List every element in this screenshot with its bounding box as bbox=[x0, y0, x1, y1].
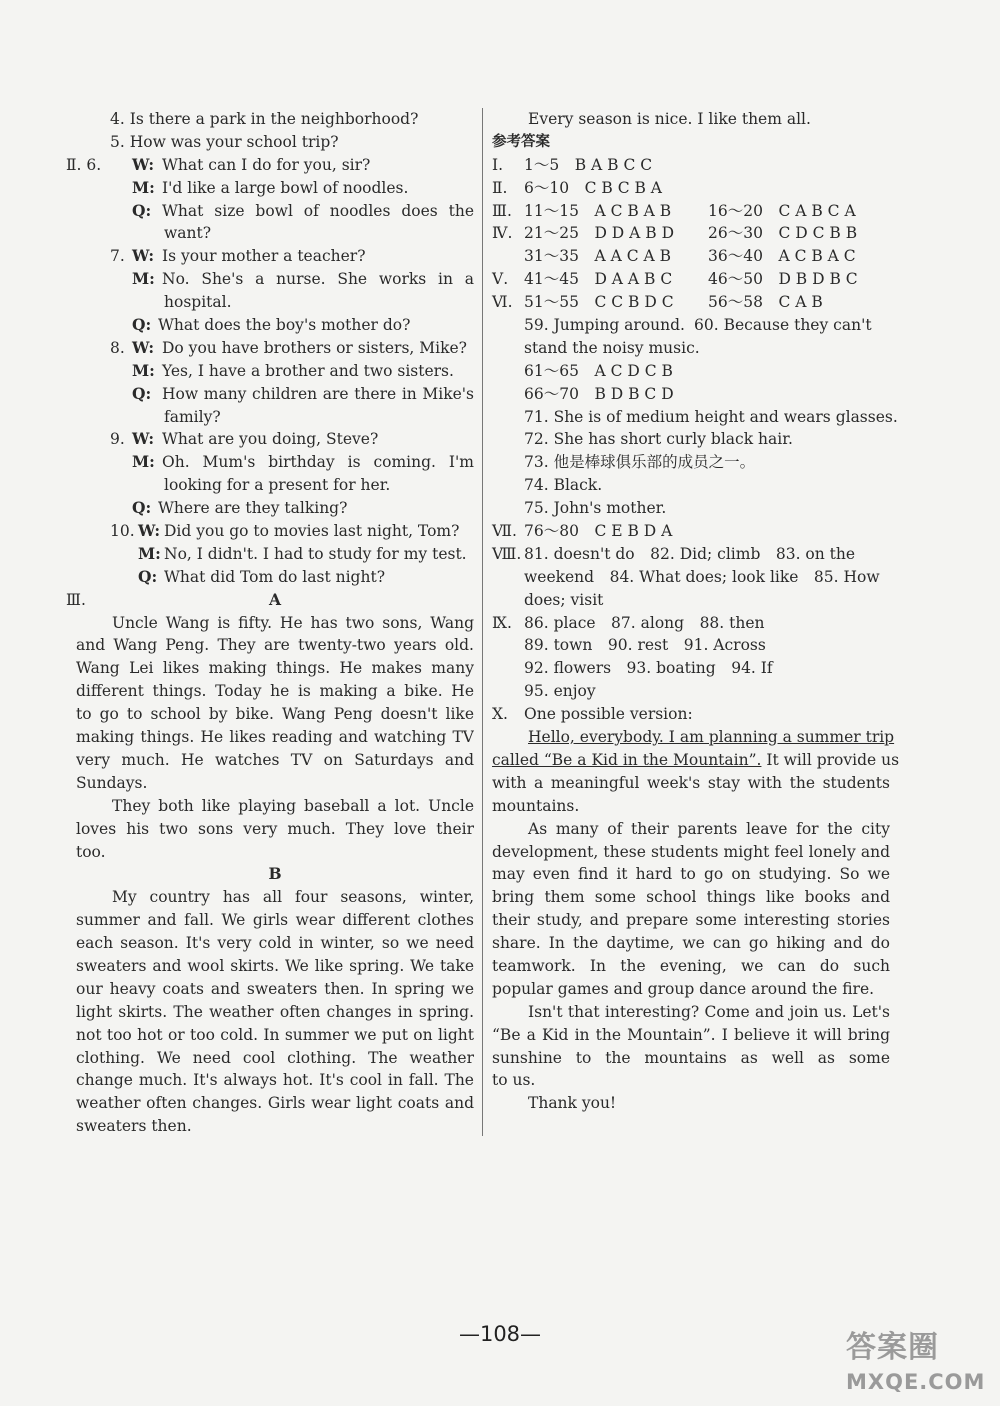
essay-underlined-text: Hello, everybody. I am planning a summer trip bbox=[528, 728, 895, 747]
passage-line: sweaters then. bbox=[76, 1117, 192, 1136]
answer-row: 74. Black. bbox=[524, 476, 603, 495]
answer-text: 60. Because they can't bbox=[694, 316, 872, 335]
section-heading-row bbox=[66, 589, 474, 612]
answer-row: does; visit bbox=[524, 590, 604, 609]
section-label: Ⅸ. bbox=[492, 613, 512, 632]
passage-line: Every season is nice. I like them all. bbox=[528, 110, 811, 128]
answer-row bbox=[492, 291, 890, 314]
dialogue-line: want? bbox=[164, 224, 212, 243]
speaker-label: M: bbox=[132, 452, 155, 472]
passage-line: Wang Lei likes making things. He makes many bbox=[76, 659, 474, 678]
speaker-label: Q: bbox=[132, 200, 152, 220]
passage-line: and Wang Peng. They are twenty-two years old. bbox=[76, 636, 474, 655]
right-column bbox=[492, 108, 900, 1115]
essay-line: Thank you! bbox=[528, 1094, 617, 1113]
answer-text: 11～15 A C B A B bbox=[524, 201, 672, 220]
dialogue-line bbox=[76, 245, 474, 268]
essay-underlined-text: called “Be a Kid in the Mountain”. bbox=[492, 750, 762, 769]
answer-row bbox=[492, 200, 890, 223]
answer-row: 92. flowers 93. boating 94. If bbox=[524, 659, 773, 678]
answer-text: 31～35 A A C A B bbox=[524, 247, 671, 266]
question-number: 8. bbox=[110, 338, 125, 357]
speaker-label: Q: bbox=[132, 498, 152, 518]
dialogue-line bbox=[76, 337, 474, 360]
answer-text: 16～20 C A B C A bbox=[708, 201, 856, 220]
section-label: Ⅹ. bbox=[492, 705, 508, 724]
passage-line: our heavy coats and sweaters then. In spring we bbox=[76, 979, 474, 998]
passage-line: clothing. We need cool clothing. The weather bbox=[76, 1048, 474, 1067]
essay-line: share. In the daytime, we can go hiking and do bbox=[492, 934, 890, 953]
section-label: Ⅲ. bbox=[492, 201, 512, 220]
dialogue-line bbox=[76, 383, 474, 406]
speaker-label: M: bbox=[132, 360, 155, 380]
essay-line: their study, and prepare some interesting stories bbox=[492, 911, 890, 930]
essay-line: mountains. bbox=[492, 796, 580, 815]
answers-heading: 参考答案 bbox=[492, 133, 550, 150]
dialogue-text: I'd like a large bowl of noodles. bbox=[162, 178, 409, 197]
dialogue-line bbox=[76, 360, 474, 383]
dialogue-text: What does the boy's mother do? bbox=[158, 316, 411, 335]
passage-line: light skirts. The weather often changes in spring. bbox=[76, 1002, 474, 1021]
dialogue-line bbox=[76, 428, 474, 451]
answer-row: 71. She is of medium height and wears glasses. bbox=[524, 407, 898, 426]
answer-row: 75. John's mother. bbox=[524, 499, 667, 518]
answer-text: 1～5 B A B C C bbox=[524, 155, 653, 174]
essay-line: teamwork. In the evening, we can do such bbox=[492, 956, 890, 975]
dialogue-line bbox=[66, 154, 474, 177]
passage-line: My country has all four seasons, winter, bbox=[112, 888, 474, 907]
answer-row bbox=[492, 543, 890, 566]
answer-text: 21～25 D D A B D bbox=[524, 224, 675, 243]
dialogue-line bbox=[76, 566, 474, 589]
passage-line: to go to school by bike. Wang Peng doesn't like bbox=[76, 705, 474, 724]
passage-line: too. bbox=[76, 842, 106, 861]
watermark-url: MXQE.COM bbox=[846, 1370, 986, 1394]
passage-line: change much. It's always hot. It's cool in fall. The bbox=[76, 1071, 474, 1090]
essay-line: As many of their parents leave for the city bbox=[528, 819, 890, 838]
answer-text: 36～40 A C B A C bbox=[708, 247, 856, 266]
dialogue-text: What did Tom do last night? bbox=[164, 567, 386, 586]
passage-a bbox=[76, 612, 474, 864]
question-line: 5. How was your school trip? bbox=[110, 132, 339, 151]
section-label: Ⅶ. bbox=[492, 522, 517, 541]
answer-text: 51～55 C C B D C bbox=[524, 293, 674, 312]
passage-line: sweaters and wool skirts. We like spring. We take bbox=[76, 956, 474, 975]
dialogue-text: What are you doing, Steve? bbox=[162, 430, 379, 449]
answer-text: 86. place 87. along 88. then bbox=[524, 613, 765, 632]
dialogue-line: family? bbox=[164, 407, 221, 426]
speaker-label: M: bbox=[138, 543, 161, 563]
speaker-label: Q: bbox=[138, 566, 158, 586]
dialogue-line bbox=[76, 543, 474, 566]
answer-row: 73. 他是棒球俱乐部的成员之一。 bbox=[524, 453, 756, 472]
answer-row bbox=[492, 177, 890, 200]
section-label: Ⅰ. bbox=[492, 155, 504, 174]
answer-text: 76～80 C E B D A bbox=[524, 522, 673, 541]
watermark-logo bbox=[846, 1322, 996, 1402]
section-label: Ⅳ. bbox=[492, 224, 513, 243]
section-label: Ⅲ. bbox=[66, 590, 86, 609]
speaker-label: W: bbox=[138, 521, 161, 541]
page-number: —108— bbox=[458, 1322, 542, 1346]
passage-line: different things. Today he is making a bike. He bbox=[76, 682, 474, 701]
section-label: Ⅱ. 6. bbox=[66, 155, 102, 174]
speaker-label: W: bbox=[132, 337, 155, 357]
dialogue-line bbox=[76, 451, 474, 474]
essay-text: It will provide us bbox=[766, 750, 900, 769]
dialogue-line bbox=[76, 200, 474, 223]
passage-b bbox=[76, 886, 474, 1138]
dialogue-text: How many children are there in Mike's bbox=[162, 384, 474, 403]
essay-line: popular games and group dance around the fire. bbox=[492, 979, 875, 998]
answer-text: 56～58 C A B bbox=[708, 293, 823, 312]
passage-line: weather often changes. Girls wear light coats and bbox=[76, 1094, 474, 1113]
section-label: Ⅵ. bbox=[492, 293, 513, 312]
essay-line: Isn't that interesting? Come and join us. Let's bbox=[528, 1002, 890, 1021]
passage-line: loves his two sons very much. They love their bbox=[76, 819, 474, 838]
dialogue-text: Did you go to movies last night, Tom? bbox=[164, 522, 460, 541]
speaker-label: W: bbox=[132, 429, 155, 449]
dialogue-line bbox=[76, 314, 474, 337]
passage-line: They both like playing baseball a lot. Uncle bbox=[112, 796, 474, 815]
dialogue-line bbox=[76, 268, 474, 291]
passage-heading-b: B bbox=[268, 864, 282, 884]
passage-heading-a: A bbox=[268, 589, 282, 609]
passage-line: not too hot or too cold. In summer we put on light bbox=[76, 1025, 474, 1044]
passage-line: Uncle Wang is fifty. He has two sons, Wang bbox=[112, 613, 474, 632]
sample-essay bbox=[492, 726, 900, 1115]
question-number: 9. bbox=[110, 430, 125, 449]
passage-line: very much. He watches TV on Saturdays and bbox=[76, 750, 474, 769]
answer-text: 59. Jumping around. bbox=[524, 316, 685, 335]
answer-row bbox=[492, 268, 890, 291]
dialogue-text: No. She's a nurse. She works in a bbox=[162, 270, 474, 289]
dialogue-line bbox=[76, 497, 474, 520]
dialogue-text: Is your mother a teacher? bbox=[162, 247, 366, 266]
answer-row: 89. town 90. rest 91. Across bbox=[524, 636, 766, 655]
answer-text: 41～45 D A A B C bbox=[524, 270, 673, 289]
speaker-label: M: bbox=[132, 269, 155, 289]
column-divider bbox=[482, 108, 483, 1136]
answer-text: 26～30 C D C B B bbox=[708, 224, 858, 243]
watermark-text: 答案圈 bbox=[846, 1330, 939, 1365]
answer-text: 81. doesn't do 82. Did; climb 83. on the bbox=[524, 544, 856, 563]
answer-row bbox=[492, 154, 890, 177]
essay-line: may even find it hard to go on studying. So we bbox=[492, 865, 890, 884]
dialogue-text: No, I didn't. I had to study for my test. bbox=[164, 544, 467, 563]
passage-line: each season. It's very cold in winter, so we need bbox=[76, 934, 474, 953]
speaker-label: Q: bbox=[132, 383, 152, 403]
speaker-label: M: bbox=[132, 177, 155, 197]
answer-row bbox=[492, 222, 890, 245]
answer-row: 66～70 B D B C D bbox=[524, 384, 674, 403]
section-label: Ⅴ. bbox=[492, 270, 509, 289]
answer-text: 6～10 C B C B A bbox=[524, 178, 662, 197]
passage-line: Sundays. bbox=[76, 773, 148, 792]
answer-row bbox=[492, 703, 890, 726]
answer-row bbox=[492, 245, 890, 268]
question-number: 7. bbox=[110, 247, 125, 266]
section-label: Ⅱ. bbox=[492, 178, 508, 197]
essay-line: with a meaningful week's stay with the students bbox=[492, 773, 890, 792]
essay-line: development, these students might feel lonely and bbox=[492, 842, 890, 861]
answer-row: 61～65 A C D C B bbox=[524, 361, 673, 380]
dialogue-line bbox=[76, 520, 474, 543]
essay-line: to us. bbox=[492, 1071, 536, 1090]
speaker-label: Q: bbox=[132, 315, 152, 335]
question-number: 10. bbox=[110, 522, 135, 541]
answer-text: One possible version: bbox=[524, 705, 693, 724]
dialogue-text: Where are they talking? bbox=[158, 499, 348, 518]
answer-row: weekend 84. What does; look like 85. How bbox=[524, 567, 880, 586]
dialogue-text: Yes, I have a brother and two sisters. bbox=[162, 361, 454, 380]
answer-row bbox=[492, 314, 890, 337]
dialogue-text: What can I do for you, sir? bbox=[162, 155, 371, 174]
answer-row bbox=[492, 612, 890, 635]
passage-line: making things. He likes reading and watching TV bbox=[76, 728, 474, 747]
question-line: 4. Is there a park in the neighborhood? bbox=[110, 110, 419, 128]
passage-line: summer and fall. We girls wear different clothes bbox=[76, 911, 474, 930]
dialogue-text: Oh. Mum's birthday is coming. I'm bbox=[162, 453, 474, 472]
speaker-label: W: bbox=[132, 246, 155, 266]
dialogue-line: hospital. bbox=[164, 293, 232, 312]
essay-line: bring them some school things like books and bbox=[492, 888, 890, 907]
answer-row: 72. She has short curly black hair. bbox=[524, 430, 793, 449]
essay-line: sunshine to the mountains as well as some bbox=[492, 1048, 890, 1067]
answer-row: 95. enjoy bbox=[524, 682, 596, 701]
dialogue-line bbox=[76, 177, 474, 200]
answer-row: stand the noisy music. bbox=[524, 338, 700, 357]
speaker-label: W: bbox=[132, 154, 155, 174]
dialogue-text: Do you have brothers or sisters, Mike? bbox=[162, 338, 467, 357]
dialogue-line: looking for a present for her. bbox=[164, 476, 391, 495]
section-label: Ⅷ. bbox=[492, 544, 522, 563]
answer-row bbox=[492, 520, 890, 543]
left-column bbox=[66, 108, 474, 1138]
dialogue-text: What size bowl of noodles does the bbox=[162, 201, 474, 220]
essay-line: “Be a Kid in the Mountain”. I believe it will bring bbox=[492, 1025, 890, 1044]
answer-text: 46～50 D B D B C bbox=[708, 270, 858, 289]
